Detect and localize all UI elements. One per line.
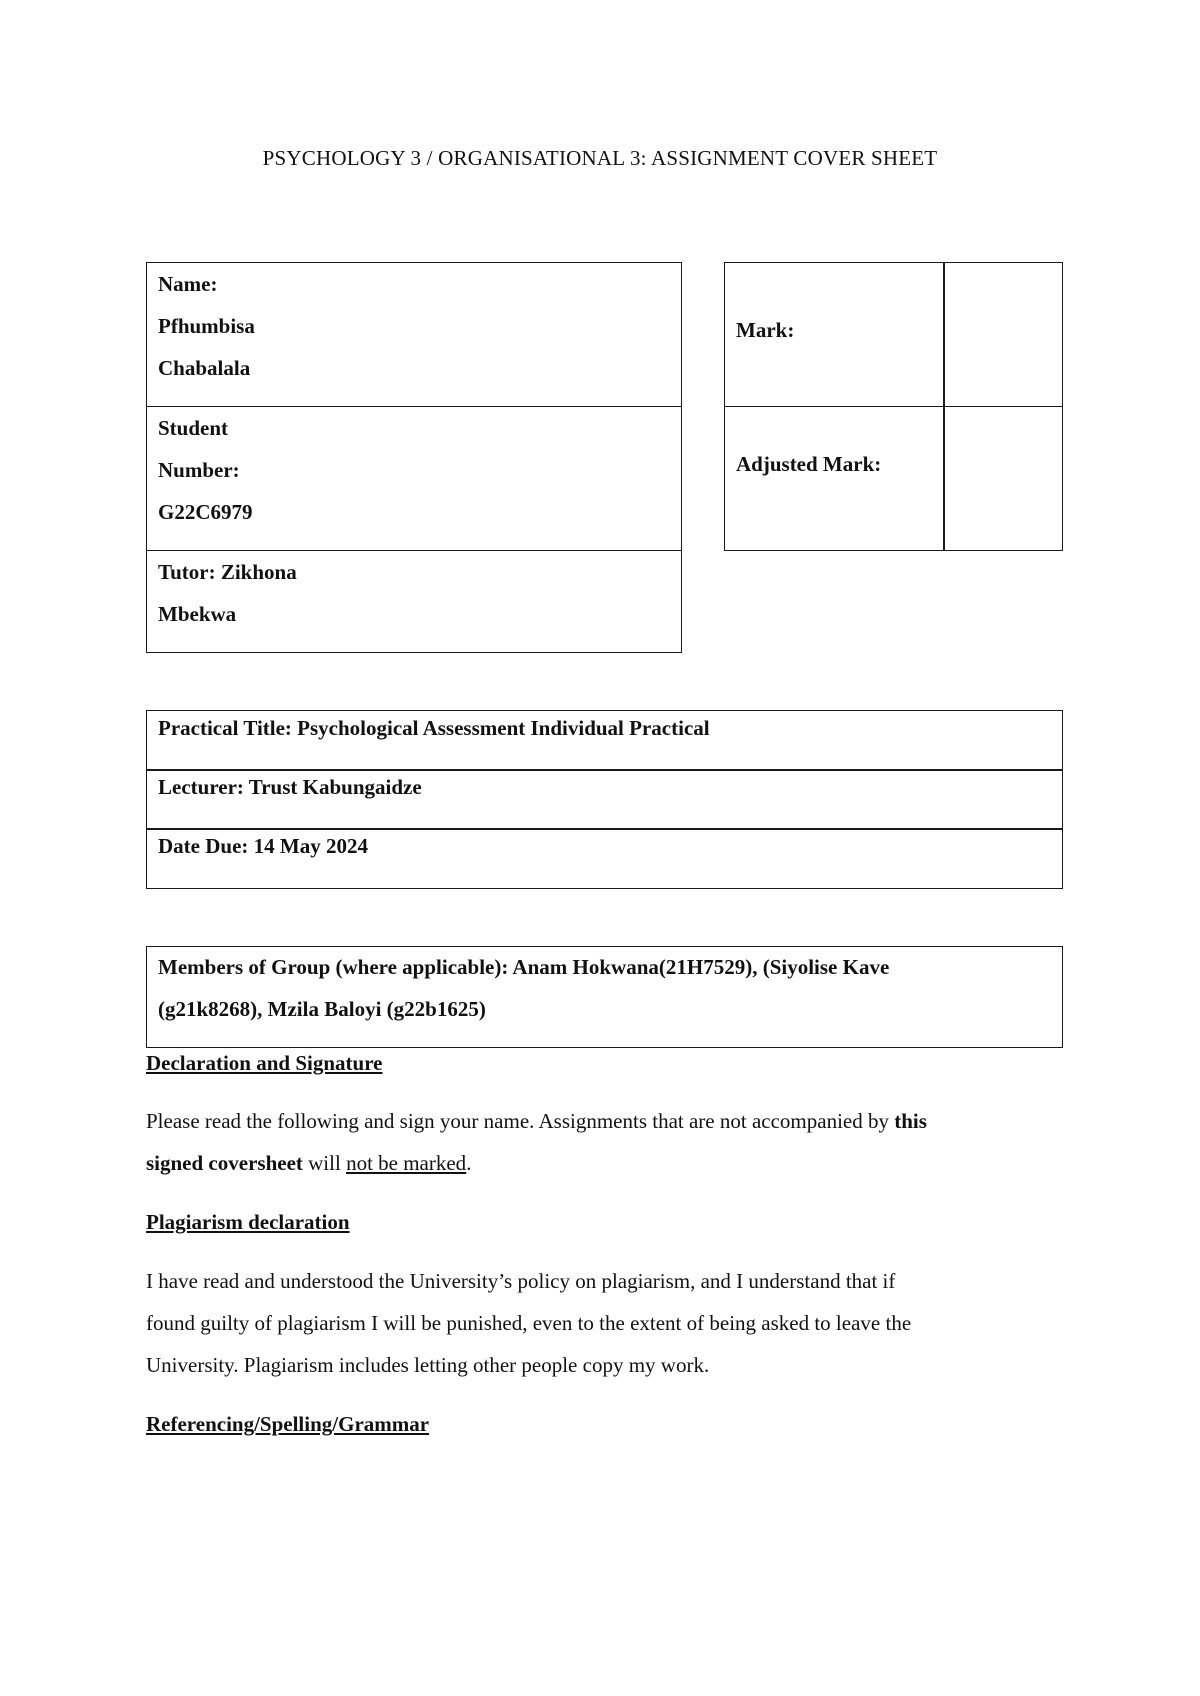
group-members-box: [146, 946, 1063, 1048]
student-label-line-1: Student: [158, 416, 229, 440]
student-number-cell: [146, 406, 682, 551]
tutor-line-1: Tutor: Zikhona: [158, 560, 297, 584]
name-line-2: Chabalala: [158, 356, 251, 380]
plagiarism-line-3: University. Plagiarism includes letting other people copy my work.: [146, 1353, 710, 1377]
practical-title: Practical Title: Psychological Assessment Individual Practical: [158, 716, 710, 740]
date-due-cell: [146, 828, 1063, 889]
plagiarism-line-2: found guilty of plagiarism I will be punished, even to the extent of being asked to leave the: [146, 1311, 912, 1335]
page-title: PSYCHOLOGY 3 / ORGANISATIONAL 3: ASSIGNMENT COVER SHEET: [262, 146, 938, 170]
mark-value-cell: [943, 262, 1063, 407]
declaration-bold-signed-coversheet: signed coversheet: [146, 1151, 303, 1175]
group-members-line-2: (g21k8268), Mzila Baloyi (g22b1625): [158, 997, 486, 1021]
adjusted-mark-label: Adjusted Mark:: [736, 452, 882, 476]
mark-label-cell: [724, 262, 945, 407]
declaration-text-2: will: [302, 1151, 347, 1175]
student-number-value: G22C6979: [158, 500, 253, 524]
declaration-heading: Declaration and Signature: [146, 1051, 383, 1075]
group-members-line-1: Members of Group (where applicable): Anam Hokwana(21H7529), (Siyolise Kave: [158, 955, 890, 979]
declaration-paragraph: [146, 1100, 1066, 1184]
plagiarism-paragraph: [146, 1260, 1066, 1386]
date-due: Date Due: 14 May 2024: [158, 834, 368, 858]
student-label-line-2: Number:: [158, 458, 240, 482]
name-label: Name:: [158, 272, 218, 296]
tutor-line-2: Mbekwa: [158, 602, 237, 626]
adjusted-mark-label-cell: [724, 406, 945, 551]
adjusted-mark-value-cell: [943, 406, 1063, 551]
declaration-bold-this: this: [894, 1109, 927, 1133]
plagiarism-heading: Plagiarism declaration: [146, 1210, 350, 1234]
practical-title-cell: [146, 710, 1063, 771]
lecturer: Lecturer: Trust Kabungaidze: [158, 775, 422, 799]
tutor-cell: [146, 550, 682, 653]
referencing-heading: Referencing/Spelling/Grammar: [146, 1412, 430, 1436]
plagiarism-line-1: I have read and understood the University’s policy on plagiarism, and I understand that if: [146, 1269, 896, 1293]
declaration-text-1: Please read the following and sign your name. Assignments that are not accompanied by: [146, 1109, 895, 1133]
declaration-not-marked: not be marked: [346, 1151, 467, 1175]
name-line-1: Pfhumbisa: [158, 314, 255, 338]
declaration-end: .: [466, 1151, 472, 1175]
name-cell: [146, 262, 682, 407]
mark-label: Mark:: [736, 318, 795, 342]
lecturer-cell: [146, 769, 1063, 830]
